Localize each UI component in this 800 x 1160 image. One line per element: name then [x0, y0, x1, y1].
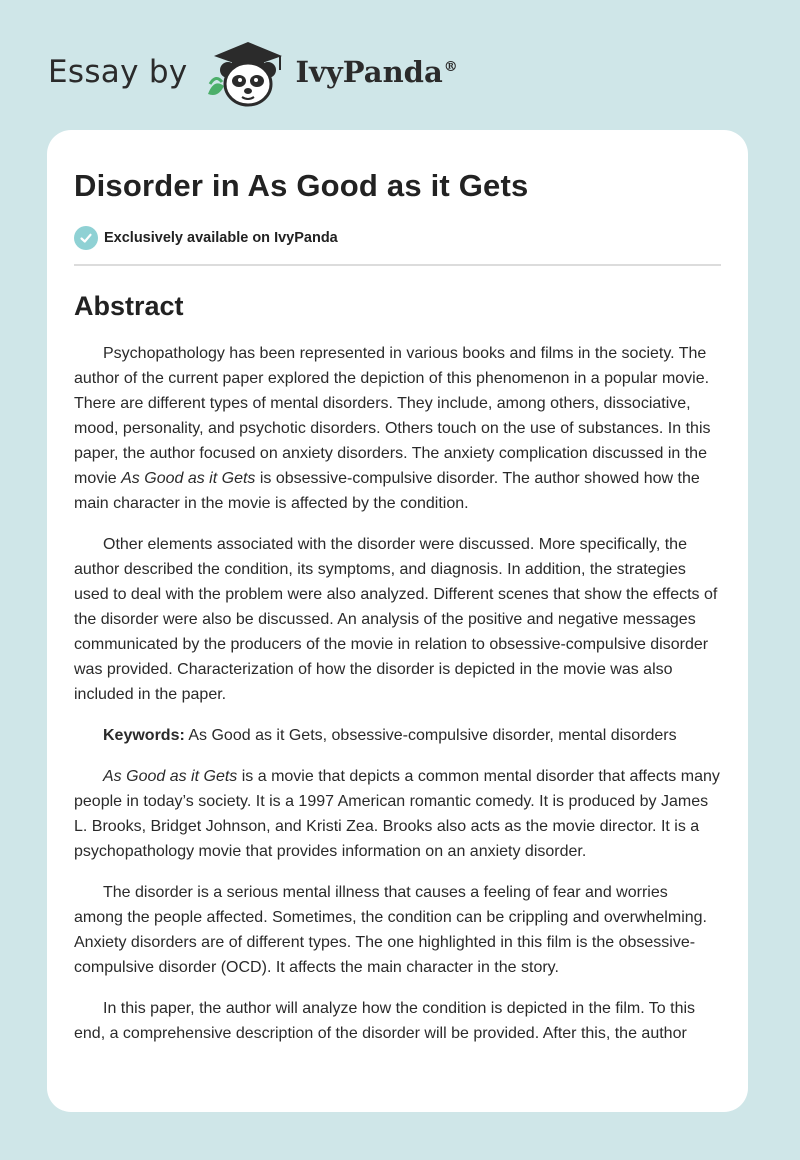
paragraph: Other elements associated with the disorder were discussed. More specifically, the author described the condition, its symptoms, and diagnosis. In addition, the strategies used to deal with the problem were also analyzed. Different scenes that show the effects of the disorder were also be discussed. An analysis of the positive and negative messages communicated by the producers of the movie in relation to obsessive-compulsive disorder was provided. Characterization of how the disorder is depicted in the movie was also included in the paper. [74, 536, 718, 703]
check-circle-icon [74, 226, 98, 250]
paragraph: In this paper, the author will analyze how the condition is depicted in the film. To this end, a comprehensive description of the disorder will be provided. After this, the author [74, 1000, 696, 1042]
badge-label: Exclusively available on IvyPanda [104, 230, 338, 246]
page-title: Disorder in As Good as it Gets [74, 168, 529, 203]
brand-prefix: Essay by [48, 54, 188, 90]
keywords-line: Keywords: As Good as it Gets, obsessive-compulsive disorder, mental disorders [103, 727, 677, 744]
divider [74, 264, 721, 266]
site-header-brand[interactable] [48, 36, 458, 108]
essay-card [47, 130, 748, 1112]
exclusive-badge [74, 226, 721, 250]
paragraph: Psychopathology has been represented in various books and films in the society. The author of the current paper explored the depiction of this phenomenon in a popular movie. There are different types of mental disorders. They include, among others, dissociative, mood, personality, and psychotic disorders. Others touch on the use of substances. In this paper, the author focused on anxiety disorders. The anxiety complication discussed in the movie As Good as it Gets is obsessive-compulsive disorder. The author showed how the main character in the movie is affected by the condition. [74, 345, 711, 512]
abstract-heading: Abstract [74, 291, 184, 321]
brand-name: IvyPanda® [295, 55, 458, 89]
panda-logo-icon [202, 36, 294, 108]
paragraph: As Good as it Gets is a movie that depicts a common mental disorder that affects many people in today’s society. It is a 1997 American romantic comedy. It is produced by James L. Brooks, Bridget Johnson, and Kristi Zea. Brooks also acts as the movie director. It is a psychopathology movie that provides information on an anxiety disorder. [74, 768, 720, 860]
paragraph: The disorder is a serious mental illness that causes a feeling of fear and worries among the people affected. Sometimes, the condition can be crippling and overwhelming. Anxiety disorders are of different types. The one highlighted in this film is the obsessive-compulsive disorder (OCD). It affects the main character in the story. [74, 884, 707, 976]
